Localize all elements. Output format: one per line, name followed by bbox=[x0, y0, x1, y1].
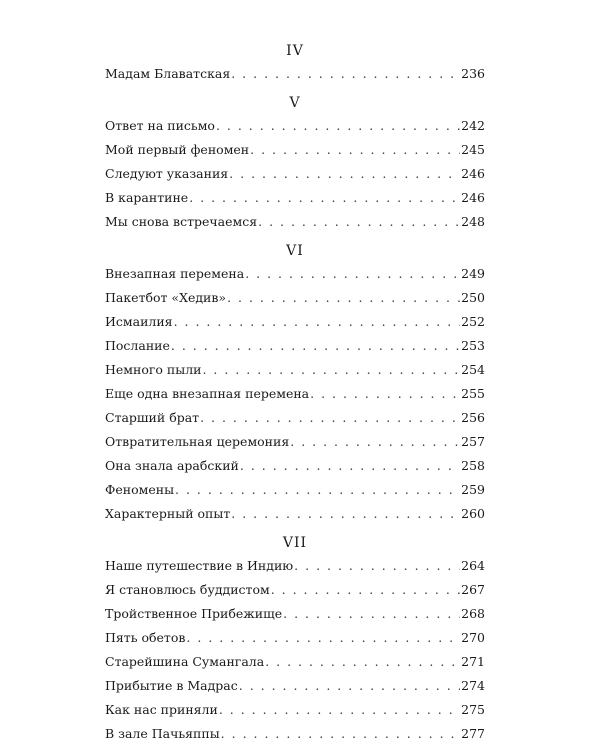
dot-leader bbox=[227, 286, 460, 310]
toc-entry[interactable] bbox=[105, 650, 485, 674]
entry-page-number: 242 bbox=[461, 118, 485, 133]
entry-title: Феномены bbox=[105, 482, 175, 497]
dot-leader bbox=[171, 334, 460, 358]
entry-page-number: 260 bbox=[461, 506, 485, 521]
toc-entry[interactable] bbox=[105, 602, 485, 626]
toc-entry[interactable] bbox=[105, 454, 485, 478]
entry-title: Следуют указания bbox=[105, 166, 229, 181]
dot-leader bbox=[239, 674, 460, 698]
dot-leader bbox=[290, 430, 460, 454]
entry-page-number: 275 bbox=[461, 702, 485, 717]
toc-entry[interactable] bbox=[105, 626, 485, 650]
toc-entry[interactable] bbox=[105, 578, 485, 602]
entry-title: Еще одна внезапная перемена bbox=[105, 386, 310, 401]
dot-leader bbox=[221, 722, 460, 746]
dot-leader bbox=[265, 650, 460, 674]
entry-page-number: 267 bbox=[461, 582, 485, 597]
entry-title: Старший брат bbox=[105, 410, 200, 425]
toc-entry[interactable] bbox=[105, 334, 485, 358]
entry-title: Она знала арабский bbox=[105, 458, 239, 473]
entry-page-number: 259 bbox=[461, 482, 485, 497]
section-heading: IV bbox=[286, 43, 304, 59]
dot-leader bbox=[240, 454, 460, 478]
entry-title: Немного пыли bbox=[105, 362, 202, 377]
entry-title: Ответ на письмо bbox=[105, 118, 215, 133]
entry-page-number: 249 bbox=[461, 266, 485, 281]
toc-entry[interactable] bbox=[105, 698, 485, 722]
entry-title: Мой первый феномен bbox=[105, 142, 250, 157]
section-v bbox=[105, 92, 485, 234]
entry-title: Пакетбот «Хедив» bbox=[105, 290, 227, 305]
dot-leader bbox=[219, 698, 460, 722]
toc-entry[interactable] bbox=[105, 406, 485, 430]
toc-entry[interactable] bbox=[105, 358, 485, 382]
table-of-contents bbox=[105, 40, 485, 746]
dot-leader bbox=[310, 382, 460, 406]
dot-leader bbox=[271, 578, 460, 602]
toc-entry[interactable] bbox=[105, 62, 485, 86]
entry-title: Отвратительная церемония bbox=[105, 434, 290, 449]
section-vi bbox=[105, 240, 485, 526]
dot-leader bbox=[174, 310, 461, 334]
toc-entry[interactable] bbox=[105, 502, 485, 526]
toc-entry[interactable] bbox=[105, 262, 485, 286]
entry-page-number: 253 bbox=[461, 338, 485, 353]
entry-title: Внезапная перемена bbox=[105, 266, 245, 281]
entry-title: Старейшина Сумангала bbox=[105, 654, 265, 669]
entry-page-number: 268 bbox=[461, 606, 485, 621]
entry-page-number: 264 bbox=[461, 558, 485, 573]
toc-entry[interactable] bbox=[105, 674, 485, 698]
toc-entry[interactable] bbox=[105, 430, 485, 454]
entry-title: Тройственное Прибежище bbox=[105, 606, 283, 621]
entry-title: Мы снова встречаемся bbox=[105, 214, 258, 229]
dot-leader bbox=[231, 62, 460, 86]
entry-page-number: 270 bbox=[461, 630, 485, 645]
entry-page-number: 277 bbox=[461, 726, 485, 741]
section-heading: VII bbox=[282, 535, 308, 551]
toc-entry[interactable] bbox=[105, 382, 485, 406]
entry-title: Я становлюсь буддистом bbox=[105, 582, 270, 597]
toc-entry[interactable] bbox=[105, 478, 485, 502]
entry-page-number: 250 bbox=[461, 290, 485, 305]
entry-title: Исмаилия bbox=[105, 314, 173, 329]
section-heading: VI bbox=[286, 243, 304, 259]
dot-leader bbox=[186, 626, 460, 650]
toc-entry[interactable] bbox=[105, 114, 485, 138]
toc-entry[interactable] bbox=[105, 286, 485, 310]
section-vii bbox=[105, 532, 485, 746]
entry-page-number: 255 bbox=[461, 386, 485, 401]
toc-entry[interactable] bbox=[105, 186, 485, 210]
entry-title: Характерный опыт bbox=[105, 506, 231, 521]
toc-entry[interactable] bbox=[105, 722, 485, 746]
entry-page-number: 245 bbox=[461, 142, 485, 157]
entry-page-number: 271 bbox=[461, 654, 485, 669]
dot-leader bbox=[175, 478, 460, 502]
dot-leader bbox=[258, 210, 460, 234]
entry-title: Послание bbox=[105, 338, 170, 353]
dot-leader bbox=[283, 602, 460, 626]
dot-leader bbox=[231, 502, 460, 526]
entry-title: В карантине bbox=[105, 190, 189, 205]
entry-page-number: 258 bbox=[461, 458, 485, 473]
dot-leader bbox=[200, 406, 460, 430]
entry-page-number: 256 bbox=[461, 410, 485, 425]
entry-title: Прибытие в Мадрас bbox=[105, 678, 238, 693]
entry-page-number: 246 bbox=[461, 166, 485, 181]
toc-entry[interactable] bbox=[105, 138, 485, 162]
section-heading: V bbox=[289, 95, 301, 111]
dot-leader bbox=[229, 162, 460, 186]
entry-title: Пять обетов bbox=[105, 630, 186, 645]
entry-page-number: 254 bbox=[461, 362, 485, 377]
toc-entry[interactable] bbox=[105, 162, 485, 186]
entry-title: В зале Пачьяппы bbox=[105, 726, 220, 741]
toc-entry[interactable] bbox=[105, 210, 485, 234]
entry-page-number: 274 bbox=[461, 678, 485, 693]
toc-entry[interactable] bbox=[105, 554, 485, 578]
dot-leader bbox=[202, 358, 460, 382]
section-iv bbox=[105, 40, 485, 86]
dot-leader bbox=[294, 554, 460, 578]
entry-title: Как нас приняли bbox=[105, 702, 218, 717]
entry-title: Наше путешествие в Индию bbox=[105, 558, 294, 573]
dot-leader bbox=[189, 186, 460, 210]
toc-entry[interactable] bbox=[105, 310, 485, 334]
dot-leader bbox=[250, 138, 460, 162]
entry-page-number: 257 bbox=[461, 434, 485, 449]
dot-leader bbox=[245, 262, 460, 286]
entry-title: Мадам Блаватская bbox=[105, 66, 231, 81]
entry-page-number: 246 bbox=[461, 190, 485, 205]
entry-page-number: 252 bbox=[461, 314, 485, 329]
entry-page-number: 248 bbox=[461, 214, 485, 229]
entry-page-number: 236 bbox=[461, 66, 485, 81]
dot-leader bbox=[216, 114, 460, 138]
